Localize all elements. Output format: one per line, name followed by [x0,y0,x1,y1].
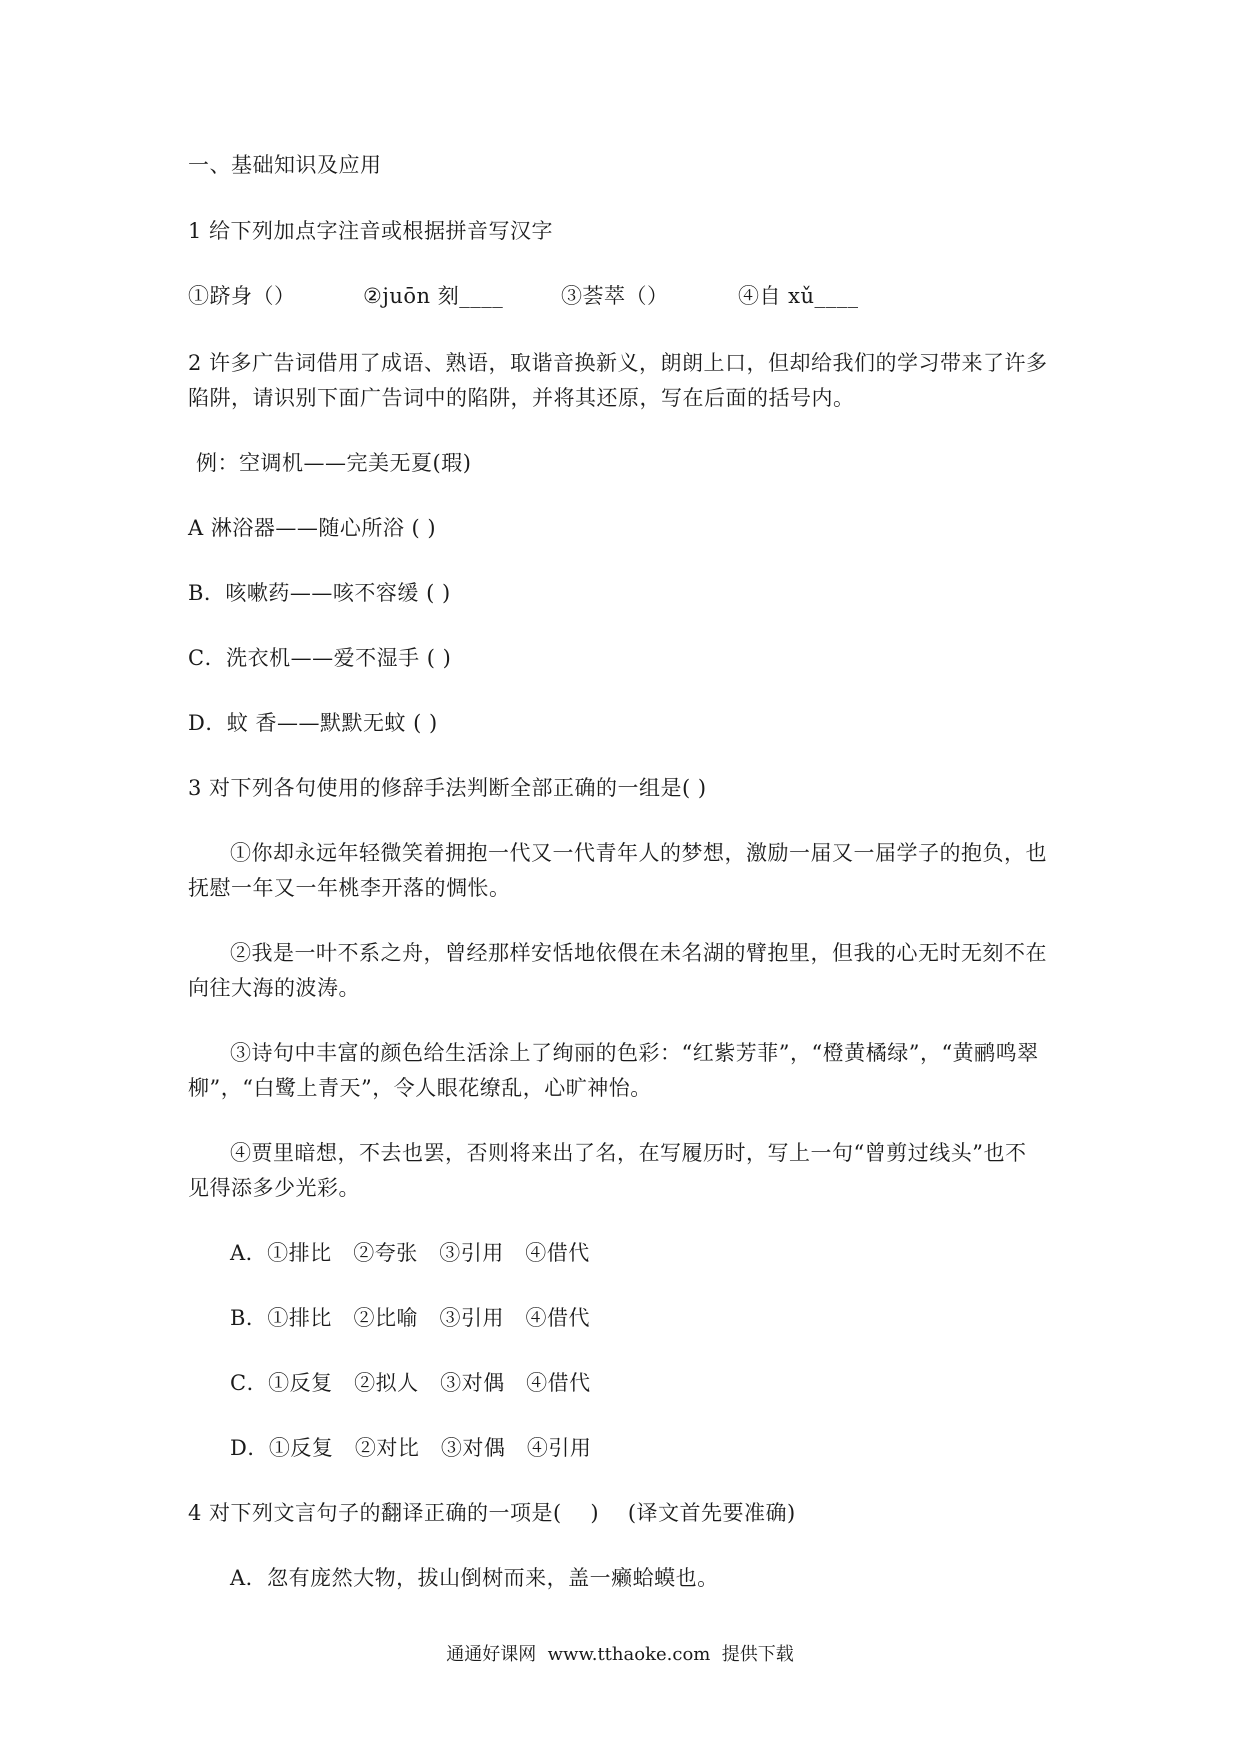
question-3-sentence-2-line-2: 向往大海的波涛。 [188,976,360,1000]
question-3-option-c: C．①反复 ②拟人 ③对偶 ④借代 [230,1371,591,1395]
question-3-option-b: B．①排比 ②比喻 ③引用 ④借代 [230,1306,591,1330]
question-2-stem-line-1: 2 许多广告词借用了成语、熟语，取谐音换新义，朗朗上口，但却给我们的学习带来了许多 [188,351,1048,375]
question-3-sentence-4-line-1: ④贾里暗想，不去也罢，否则将来出了名，在写履历时，写上一句“曾剪过线头”也不 [230,1141,1027,1165]
question-3-sentence-3-line-2: 柳”，“白鹭上青天”，令人眼花缭乱，心旷神怡。 [188,1076,652,1100]
question-3-option-d: D．①反复 ②对比 ③对偶 ④引用 [230,1436,592,1460]
question-4-stem: 4 对下列文言句子的翻译正确的一项是( ) (译文首先要准确) [188,1501,796,1525]
question-3-sentence-3-line-1: ③诗句中丰富的颜色给生活涂上了绚丽的色彩：“红紫芳菲”，“橙黄橘绿”，“黄鹂鸣翠 [230,1041,1039,1065]
question-3-sentence-2-line-1: ②我是一叶不系之舟，曾经那样安恬地依偎在未名湖的臂抱里，但我的心无时无刻不在 [230,941,1047,965]
question-1-item-4: ④自 xǔ____ [738,284,859,308]
question-1-item-2: ②juōn 刻____ [363,284,504,308]
question-3-sentence-1-line-2: 抚慰一年又一年桃李开落的惆怅。 [188,876,511,900]
question-3-option-a: A．①排比 ②夸张 ③引用 ④借代 [230,1241,590,1265]
question-1-item-1: ①跻身（） [188,284,296,308]
question-1-item-3: ③荟萃（） [561,284,669,308]
question-2-stem-line-2: 陷阱，请识别下面广告词中的陷阱，并将其还原，写在后面的括号内。 [188,386,855,410]
question-1-stem: 1 给下列加点字注音或根据拼音写汉字 [188,219,554,243]
page-footer: 通通好课网 www.tthaoke.com 提供下载 [446,1644,794,1665]
question-2-option-c: C．洗衣机——爱不湿手 ( ) [188,646,452,670]
question-3-sentence-1-line-1: ①你却永远年轻微笑着拥抱一代又一代青年人的梦想，激励一届又一届学子的抱负，也 [230,841,1047,865]
question-2-option-d: D．蚊 香——默默无蚊 ( ) [188,711,438,735]
question-2-option-a: A 淋浴器——随心所浴 ( ) [188,516,437,540]
question-3-stem: 3 对下列各句使用的修辞手法判断全部正确的一组是( ) [188,776,707,800]
question-4-option-a: A．忽有庞然大物，拔山倒树而来，盖一癞蛤蟆也。 [230,1566,719,1590]
question-1-items [188,281,888,311]
question-2-option-b: B．咳嗽药——咳不容缓 ( ) [188,581,451,605]
section-title: 一、基础知识及应用 [188,153,382,177]
question-3-sentence-4-line-2: 见得添多少光彩。 [188,1176,360,1200]
question-2-example: 例：空调机——完美无夏(瑕) [196,451,472,475]
